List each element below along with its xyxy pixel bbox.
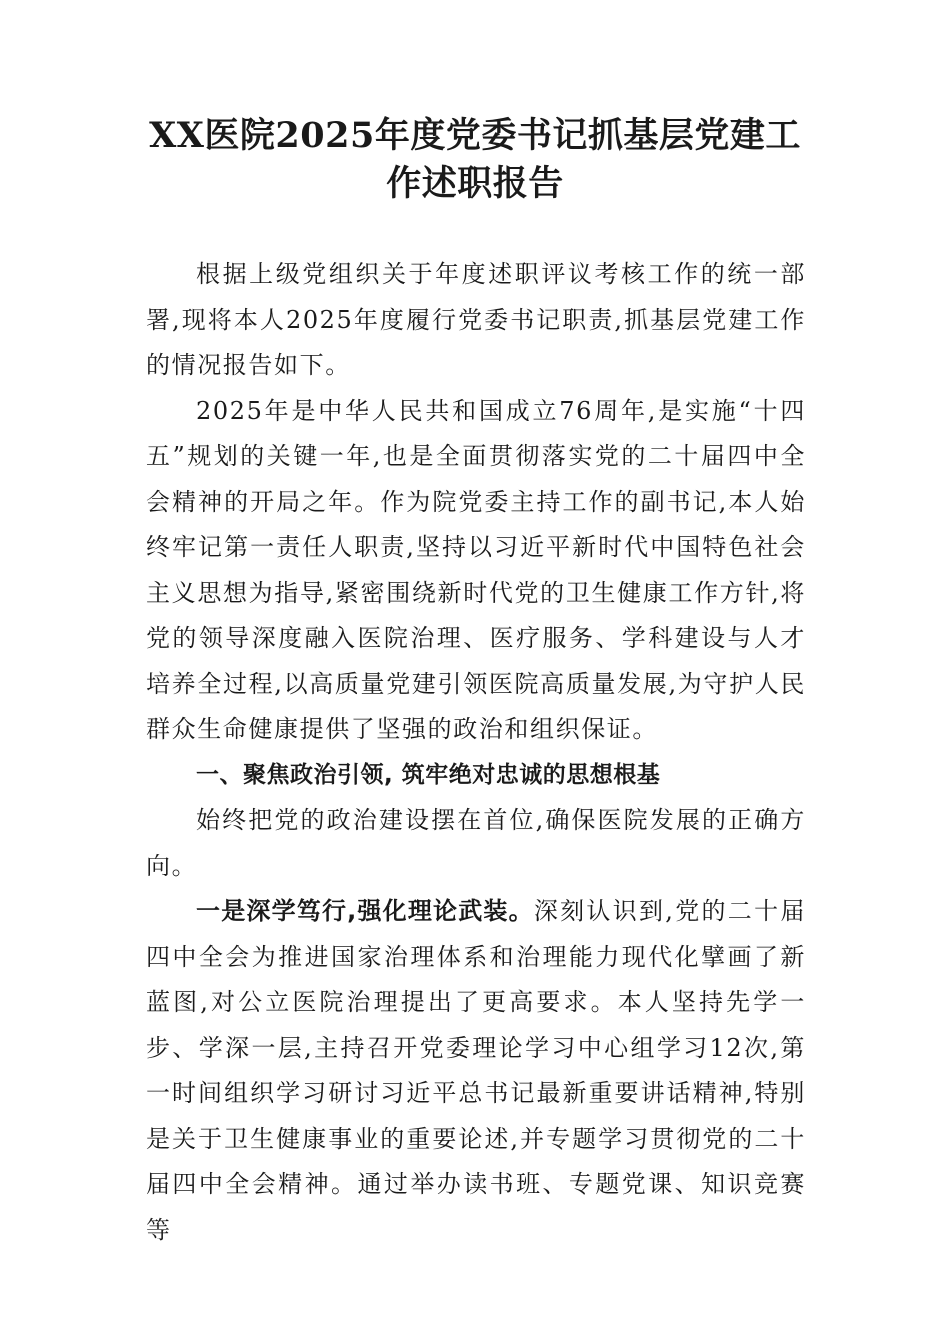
section-heading-1: 一、聚焦政治引领, 筑牢绝对忠诚的思想根基 xyxy=(196,761,661,788)
point-one-lead: 一是深学笃行,强化理论武装。 xyxy=(196,897,534,925)
report-body xyxy=(146,252,806,1253)
report-title: XX医院2025年度党委书记抓基层党建工作述职报告 xyxy=(149,115,801,204)
point-one-paragraph xyxy=(146,889,806,1253)
background-paragraph: 2025年是中华人民共和国成立76周年,是实施“十四五”规划的关键一年,也是全面贯彻落实党的二十届四中全会精神的开局之年。作为院党委主持工作的副书记,本人始终牢记第一责任人职责,坚持以习近平新时代中国特色社会主义思想为指导,紧密围绕新时代党的卫生健康工作方针,将党的领导深度融入医院治理、医疗服务、学科建设与人才培养全过程,以高质量党建引领医院高质量发展,为守护人民群众生命健康提供了坚强的政治和组织保证。 xyxy=(146,396,806,743)
intro-paragraph: 根据上级党组织关于年度述职评议考核工作的统一部署,现将本人2025年度履行党委书记职责,抓基层党建工作的情况报告如下。 xyxy=(146,260,806,379)
point-one-text: 深刻认识到,党的二十届四中全会为推进国家治理体系和治理能力现代化擘画了新蓝图,对公立医院治理提出了更高要求。本人坚持先学一步、学深一层,主持召开党委理论学习中心组学习12次,第一时间组织学习研讨习近平总书记最新重要讲话精神,特别是关于卫生健康事业的重要论述,并专题学习贯彻党的二十届四中全会精神。通过举办读书班、专题党课、知识竞赛等 xyxy=(146,897,806,1244)
section-intro-paragraph: 始终把党的政治建设摆在首位,确保医院发展的正确方向。 xyxy=(146,806,806,880)
